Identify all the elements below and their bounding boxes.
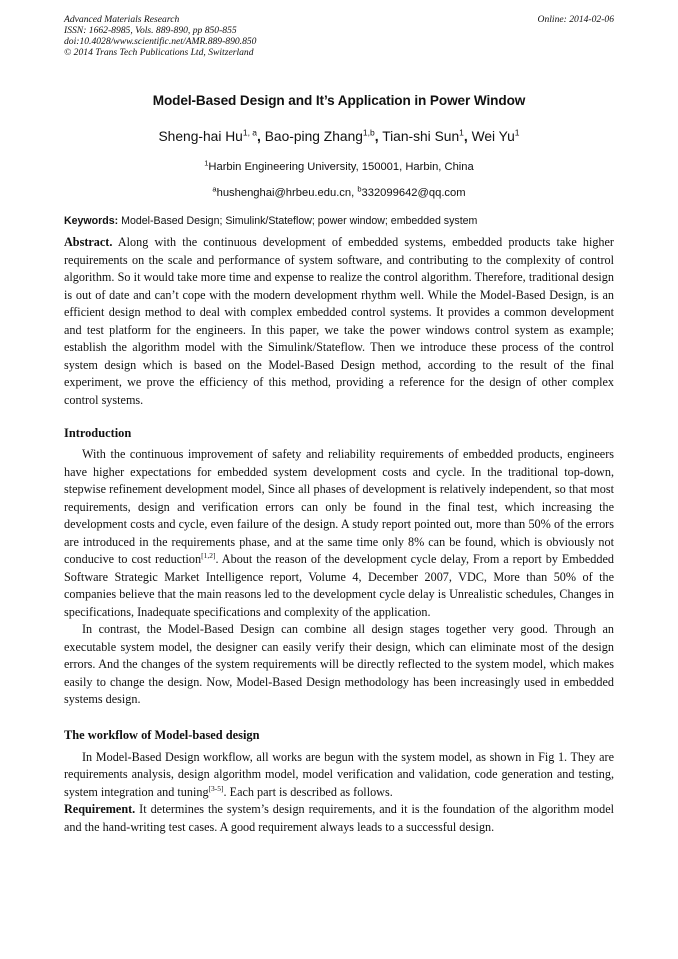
paper-page — [64, 14, 614, 836]
author-separator: , — [463, 129, 468, 144]
email-separator: , — [351, 187, 355, 199]
introduction-paragraph: In contrast, the Model-Based Design can combine all design stages together very good. Through an executable system model, the designer can easily verify their design, which can eliminate most of the design errors. And the changes of the system requirements will be directly reflected to the system model, which makes easily to change the design. Now, Model-Based Design methodology has been increasingly used in embedded systems design. — [64, 622, 614, 706]
author-name: Tian-shi Sun — [382, 129, 460, 144]
email-list — [64, 186, 614, 200]
abstract-label: Abstract. — [64, 235, 113, 249]
abstract-text: Along with the continuous development of embedded systems, embedded products take higher requirements on the scale and performance of system software, and contributing to the complexity of control algorithm. So it would take more time and expense to realize the control algorithm. Therefore, traditional design is out of date and can’t cope with the modern development rhythm well. While the Model-Based Design, is an efficient design method to deal with complex embedded control systems. It provides a common development and test platform for the engineers. In this paper, we take the power windows control system as example; establish the algorithm model with the Simulink/Stateflow. Then we introduce these process of the control system design which is based on the Model-Based Design method, according to the result of the final experiment, we prove the efficiency of this method, providing a reference for the design of other complex control systems. — [64, 235, 614, 407]
journal-name: Advanced Materials Research — [64, 14, 180, 25]
author-name: Sheng-hai Hu — [158, 129, 243, 144]
introduction-paragraph — [64, 446, 614, 621]
workflow-paragraph — [64, 749, 614, 802]
email-address: hushenghai@hrbeu.edu.cn — [216, 187, 352, 199]
section-heading-workflow: The workflow of Model-based design — [64, 727, 260, 742]
author-affil-sup: 1 — [459, 127, 464, 138]
online-date-block — [538, 14, 614, 25]
author-list — [64, 128, 614, 145]
requirement-paragraph — [64, 801, 614, 836]
affiliation — [64, 160, 614, 174]
journal-info — [64, 14, 256, 58]
journal-copyright: © 2014 Trans Tech Publications Ltd, Switzerland — [64, 47, 254, 58]
author-affil-sup: 1,b — [362, 127, 375, 138]
paragraph-text: With the continuous improvement of safety and reliability requirements of embedded products, engineers have higher expectations for embedded system development costs and cycle. In the traditional top-down, stepwise refinement development model, Since all phases of development is relatively independent, so that most requirements, design and verification errors can only be found in the final test, which increasing the development costs and cycle, even failure of the design. A study report pointed out, more than 50% of the errors are introduced in the requirements phase, and at the same time only 8% can be found, which is obviously not conducive to cost reduction — [64, 447, 614, 566]
abstract — [64, 234, 614, 409]
email-sup: a — [212, 184, 217, 194]
email-address: 332099642@qq.com — [361, 187, 466, 199]
journal-issn: ISSN: 1662-8985, Vols. 889-890, pp 850-855 — [64, 25, 237, 36]
author-affil-sup: 1 — [514, 127, 520, 138]
requirement-label: Requirement. — [64, 802, 136, 816]
keywords — [64, 214, 614, 228]
online-date: Online: 2014-02-06 — [537, 14, 614, 25]
author-name: Wei Yu — [471, 129, 515, 144]
author-separator: , — [374, 129, 379, 144]
keywords-label: Keywords: — [64, 215, 119, 227]
paragraph-text: In Model-Based Design workflow, all works are begun with the system model, as shown in Fig 1. They are requirements analysis, design algorithm model, model verification and validation, code generation and testing, system integration and tuning — [64, 749, 614, 799]
paragraph-text: . About the reason of the development cycle delay, From a report by Embedded Software Strategic Market Intelligence report, Volume 4, December 2007, VDC, More than 50% of the companies believe that the main reasons led to the development cycle delay is Unrealistic schedules, Changes in specifications, Inadequate specifications and complexity of the application. — [64, 552, 614, 619]
email-sup: b — [357, 184, 362, 194]
author-separator: , — [257, 129, 261, 144]
paragraph-text: . Each part is described as follows. — [223, 784, 393, 799]
requirement-text: It determines the system’s design requirements, and it is the foundation of the algorithm model and the hand-writing test cases. A good requirement always leads to a successful design. — [64, 802, 615, 834]
section-heading-introduction: Introduction — [64, 426, 132, 440]
citation-ref: [3-5] — [208, 783, 224, 793]
affiliation-text: Harbin Engineering University, 150001, Harbin, China — [208, 161, 474, 173]
journal-header — [64, 14, 614, 58]
paper-title: Model-Based Design and It’s Application in Power Window — [152, 93, 526, 108]
author-affil-sup: 1, a — [242, 127, 258, 138]
citation-ref: [1,2] — [201, 550, 216, 560]
author-name: Bao-ping Zhang — [264, 129, 363, 144]
keywords-text: Model-Based Design; Simulink/Stateflow; power window; embedded system — [121, 215, 478, 227]
affiliation-sup: 1 — [204, 158, 209, 168]
journal-doi: doi:10.4028/www.scientific.net/AMR.889-890.850 — [64, 36, 257, 47]
